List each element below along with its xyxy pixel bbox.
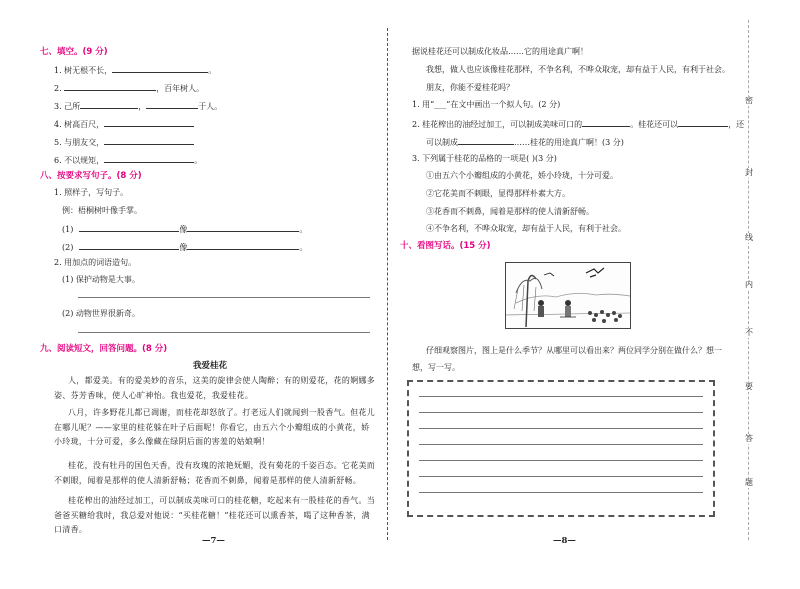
illustration-drawing [506, 263, 630, 328]
answer-line[interactable] [78, 297, 370, 298]
answer-blank[interactable] [458, 137, 514, 145]
writing-line[interactable] [419, 476, 703, 477]
fill-item-2-text: 2. [54, 84, 65, 93]
fill-item-3-mid: ， [138, 102, 147, 111]
fill-item-6-end: 。 [194, 156, 203, 165]
passage-paragraph-2: 八月，许多野花儿都已凋谢，而桂花却怒放了。打老远人们就闻到一股香气。但花儿在哪儿呢？——家里的桂花躲在叶子后面呢！你看它，由五六个小瓣组成的小黄花，娇小玲珑，十分可爱，多么像藏在绿阴后面的害羞的姑娘啊！ [54, 408, 376, 446]
passage-continued-2: 我想，做人也应该像桂花那样，不争名利，不哗众取宠，却有益于人民，有利于社会。 [426, 65, 730, 74]
writing-line[interactable] [419, 444, 703, 445]
q8-1: 1. 照样子，写句子。 [54, 188, 129, 197]
imitate-line-1: (1) 像 。 [62, 225, 308, 234]
like-word: 像 [179, 225, 188, 234]
q9-2-text2: 。桂花还可以 [630, 120, 679, 129]
fill-item-2 [54, 83, 204, 93]
page-number-right: —8— [553, 536, 576, 546]
seal-char: 题 [741, 478, 757, 488]
passage-paragraph-1: 人，都爱美。有的爱美妙的音乐，这美的旋律会使人陶醉；有的则爱花，花的婀娜多姿、芬芳香味，使人心旷神怡。我也爱花，我爱桂花。 [54, 376, 376, 400]
option-2[interactable]: ②它花美而不刺眼，显得那样朴素大方。 [426, 189, 570, 198]
q8-2: 2. 用加点的词语造句。 [54, 258, 137, 267]
answer-blank[interactable] [187, 242, 299, 250]
answer-blank[interactable] [79, 242, 179, 250]
writing-line[interactable] [419, 428, 703, 429]
fill-item-5-text: 5. 与朋友交， [54, 138, 105, 147]
like-word: 像 [179, 243, 188, 252]
fill-blank[interactable] [112, 65, 208, 73]
page-number-left: —7— [202, 536, 225, 546]
section8-heading: 八、按要求写句子。(8 分) [40, 171, 142, 181]
answer-blank[interactable] [678, 119, 728, 127]
line-number: (1) [62, 225, 74, 234]
writing-prompt-2: 想，写一写。 [412, 363, 460, 372]
q9-2-text4: 可以制成 [426, 138, 458, 147]
q9-2-line2 [426, 137, 624, 147]
seal-char: 内 [741, 280, 757, 290]
fill-item-1-end: 。 [208, 66, 217, 75]
seal-char: 答 [741, 434, 757, 444]
seal-char: 不 [741, 328, 757, 338]
writing-box[interactable] [407, 380, 715, 517]
writing-prompt-1: 仔细观察图片，图上是什么季节？从哪里可以看出来？两位同学分别在做什么？想一 [426, 346, 722, 355]
answer-line[interactable] [78, 332, 370, 333]
passage-continued-3: 朋友，你能不爱桂花吗？ [426, 83, 514, 92]
section7-heading: 七、填空。(9 分) [40, 47, 108, 57]
passage-title: 我爱桂花 [193, 361, 228, 371]
fill-blank[interactable] [64, 83, 156, 91]
seal-line [741, 20, 757, 540]
fill-item-4 [54, 119, 194, 129]
fill-item-2-end: ，百年树人。 [156, 84, 205, 93]
fill-blank[interactable] [104, 137, 194, 145]
answer-blank[interactable] [79, 224, 179, 232]
fill-item-3 [54, 101, 222, 111]
answer-blank[interactable] [582, 119, 630, 127]
autumn-illustration [505, 262, 631, 329]
example-sentence: 例：梧桐树叶像手掌。 [62, 206, 142, 215]
q9-2-line1 [412, 119, 744, 129]
fill-item-6-text: 6. 不以规矩， [54, 156, 105, 165]
option-1[interactable]: ①由五六个小瓣组成的小黄花，娇小玲珑，十分可爱。 [426, 171, 618, 180]
sentence-2: (2) 动物世界很新奇。 [62, 309, 140, 318]
section9-heading: 九、阅读短文，回答问题。(8 分) [40, 344, 168, 354]
line-number: (2) [62, 243, 74, 252]
fill-blank[interactable] [104, 119, 194, 127]
sentence-1: (1) 保护动物是大事。 [62, 275, 140, 284]
q9-2-text5: ……桂花的用途真广啊！(3 分) [514, 138, 624, 147]
section10-heading: 十、看图写话。(15 分) [400, 241, 491, 251]
q9-3: 3. 下列属于桂花的品格的一项是( )(3 分) [412, 154, 557, 163]
page-divider [387, 28, 388, 540]
fill-item-4-text: 4. 树高百尺， [54, 120, 105, 129]
fill-item-3-text: 3. 己所 [54, 102, 81, 111]
fill-item-6 [54, 155, 202, 165]
writing-line[interactable] [419, 412, 703, 413]
writing-line[interactable] [419, 492, 703, 493]
answer-blank[interactable] [187, 224, 299, 232]
option-4[interactable]: ④不争名利，不哗众取宠，却有益于人民，有利于社会。 [426, 224, 626, 233]
passage-paragraph-3: 桂花，没有牡丹的国色天香，没有玫瑰的浓艳妩媚，没有菊花的千姿百态。它花美而不刺眼，闻着是那样的使人清新舒畅；花香而不刺鼻，闻着是那样的使人清新舒畅。 [54, 461, 376, 485]
fill-item-5 [54, 137, 194, 147]
fill-item-1-text: 1. 树无根不长， [54, 66, 113, 75]
fill-blank[interactable] [80, 101, 138, 109]
fill-item-3-end: 于人。 [198, 102, 223, 111]
seal-char: 线 [741, 233, 757, 243]
fill-item-1 [54, 65, 216, 75]
writing-line[interactable] [419, 396, 703, 397]
q9-1: 1. 用“___”在文中画出一个拟人句。(2 分) [412, 100, 561, 109]
passage-continued-1: 据说桂花还可以制成化妆品……它的用途真广啊！ [412, 47, 588, 56]
fill-blank[interactable] [146, 101, 198, 109]
passage-paragraph-4: 桂花榨出的油经过加工，可以制成美味可口的桂花糖，吃起来有一股桂花的香气。当爸爸买糖给我时，我总爱对他说：“买桂花糖！”桂花还可以熏香茶，喝了这种香茶，满口清香。 [54, 496, 376, 534]
seal-char: 密 [741, 96, 757, 106]
q9-2-text: 2. 桂花榨出的油经过加工，可以制成美味可口的 [412, 120, 583, 129]
option-3[interactable]: ③花香而不刺鼻，闻着是那样的使人清新舒畅。 [426, 207, 594, 216]
writing-line[interactable] [419, 460, 703, 461]
imitate-line-2: (2) 像 。 [62, 243, 308, 252]
q9-2-text3: ，还 [728, 120, 745, 129]
fill-blank[interactable] [104, 155, 194, 163]
seal-char: 要 [741, 382, 757, 392]
seal-char: 封 [741, 168, 757, 178]
